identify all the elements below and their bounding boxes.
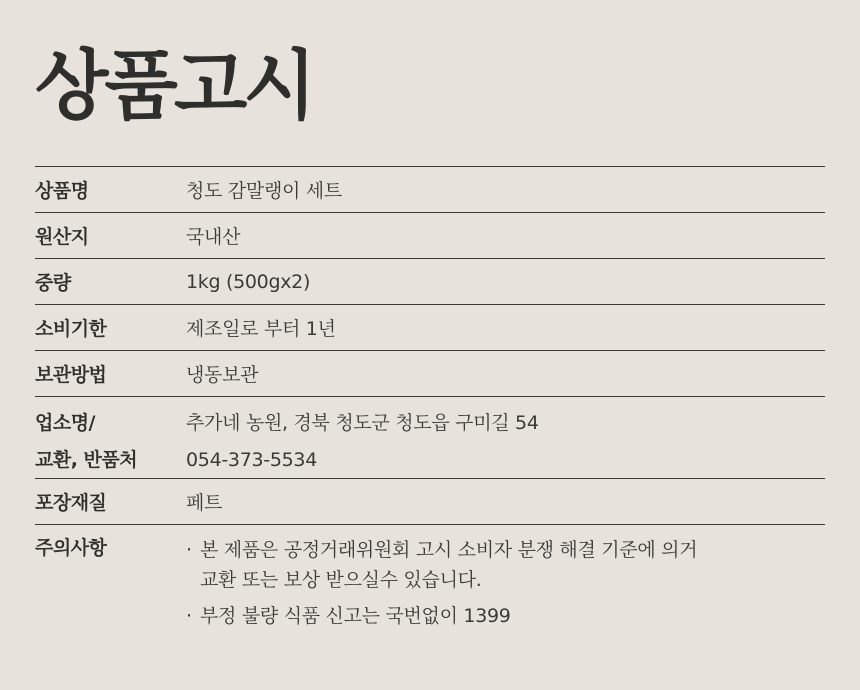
page-title: 상품고시 [35,41,313,130]
row-value: 국내산 [186,226,241,248]
row-label-line: 교환, 반품처 [35,449,138,471]
row-value [186,397,825,478]
table-row-packaging [35,479,825,525]
seller-phone: 054-373-5534 [186,449,317,471]
table-row-weight [35,259,825,305]
row-label: 보관방법 [35,364,107,386]
bullet-icon: · [186,539,192,561]
table-row-seller-contact [35,397,825,479]
note-line: 교환 또는 보상 받으실수 있습니다. [200,569,482,591]
list-item [186,535,825,595]
table-row-expiry [35,305,825,351]
row-label-line: 업소명/ [35,412,96,434]
row-value: 페트 [186,492,223,514]
row-label: 주의사항 [35,537,107,559]
row-label: 상품명 [35,180,89,202]
row-label: 포장재질 [35,492,107,514]
table-row-product-name [35,167,825,213]
table-row-storage [35,351,825,397]
note-line: 부정 불량 식품 신고는 국번없이 1399 [200,605,511,627]
row-label: 소비기한 [35,318,107,340]
row-value: 제조일로 부터 1년 [186,318,336,340]
table-row-precautions [35,525,825,631]
row-value: 청도 감말랭이 세트 [186,180,342,202]
row-value: 냉동보관 [186,364,259,386]
note-line: 본 제품은 공정거래위원회 고시 소비자 분쟁 해결 기준에 의거 [200,539,698,561]
bullet-icon: · [186,605,192,627]
row-label: 중량 [35,272,71,294]
row-label [35,397,186,478]
precautions-list [186,525,825,631]
table-row-origin [35,213,825,259]
row-value: 1kg (500gx2) [186,270,311,293]
row-label: 원산지 [35,226,89,248]
seller-address: 추가네 농원, 경북 청도군 청도읍 구미길 54 [186,412,539,434]
product-info-table [35,166,825,631]
list-item [186,601,825,631]
